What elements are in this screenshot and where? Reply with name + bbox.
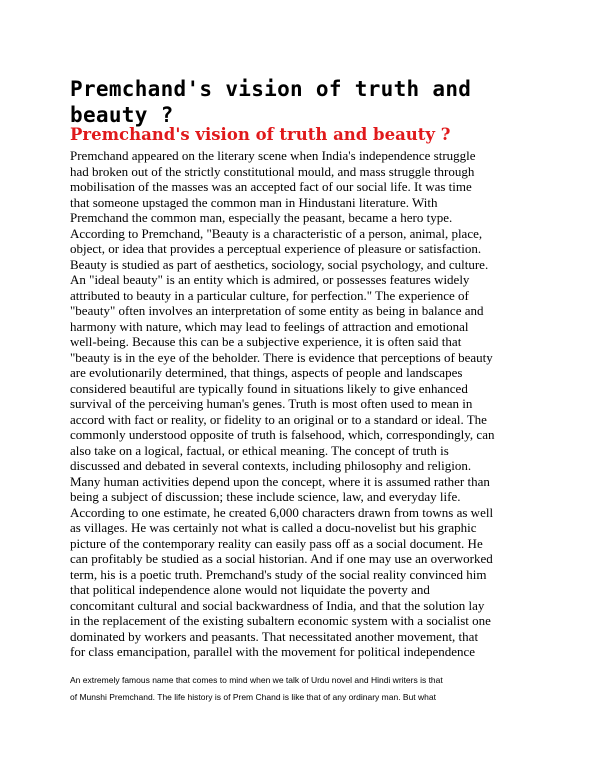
body-line: that someone upstaged the common man in Hindustani literature. With [70, 194, 438, 210]
section-heading: Premchand's vision of truth and beauty ? [70, 125, 451, 144]
body-line: dominated by workers and peasants. That necessitated another movement, that [70, 628, 479, 644]
body-line: as villages. He was certainly not what is called a docu-novelist but his graphic [70, 520, 477, 535]
footer-line: An extremely famous name that comes to mind when we talk of Urdu novel and Hindi writers is that [70, 675, 443, 685]
body-line: harmony with nature, which may lead to feelings of attraction and emotional [70, 318, 469, 334]
body-line: term, his is a poetic truth. Premchand's study of the social reality convinced him [70, 566, 487, 582]
body-line: concomitant cultural and social backwardness of India, and that the solution lay [70, 597, 485, 613]
body-line: According to one estimate, he created 6,000 characters drawn from towns as well [70, 504, 494, 520]
body-line: Beauty is studied as part of aesthetics, sociology, social psychology, and culture. [70, 256, 489, 272]
body-line: had broken out of the strictly constitutional mould, and mass struggle through [70, 163, 475, 179]
body-line: picture of the contemporary reality can easily pass off as a social document. He [70, 535, 483, 551]
body-line: Many human activities depend upon the concept, where it is assumed rather than [70, 473, 490, 489]
body-line: "beauty is in the eye of the beholder. There is evidence that perceptions of beauty [70, 349, 493, 365]
body-line: attributed to beauty in a particular culture, for perfection." The experience of [70, 287, 469, 303]
body-line: "beauty" often involves an interpretation of some entity as being in balance and [70, 303, 484, 318]
body-line: considered beautiful are typically found in situations likely to give enhanced [70, 380, 468, 396]
body-line: well-being. Because this can be a subjective experience, it is often said that [70, 334, 462, 349]
body-line: accord with fact or reality, or fidelity to an original or to a standard or ideal. The [70, 411, 487, 427]
body-line: An "ideal beauty" is an entity which is admired, or possesses features widely [70, 272, 470, 287]
body-line: also take on a logical, factual, or ethical meaning. The concept of truth is [70, 442, 449, 458]
body-paragraph [70, 148, 540, 660]
body-line: can profitably be studied as a social historian. And if one may use an overworked [70, 551, 493, 566]
body-line: for class emancipation, parallel with the movement for political independence [70, 644, 476, 659]
body-line: Premchand the common man, especially the peasant, became a hero type. [70, 210, 453, 225]
body-line: in the replacement of the existing subaltern economic system with a socialist one [70, 613, 491, 628]
document-title: Premchand's vision of truth and beauty ? [70, 77, 472, 127]
body-line: mobilisation of the masses was an accepted fact of our social life. It was time [70, 179, 472, 194]
body-line: commonly understood opposite of truth is falsehood, which, correspondingly, can [70, 427, 495, 442]
body-line: discussed and debated in several contexts, including philosophy and religion. [70, 458, 472, 473]
body-line: are evolutionarily determined, that things, aspects of people and landscapes [70, 365, 463, 380]
footer-paragraph [70, 672, 540, 706]
body-line: object, or idea that provides a perceptual experience of pleasure or satisfaction. [70, 241, 482, 256]
body-line: being a subject of discussion; these include science, law, and everyday life. [70, 489, 461, 504]
body-line: that political independence alone would not liquidate the poverty and [70, 582, 430, 597]
footer-line: of Munshi Premchand. The life history is of Prem Chand is like that of any ordinary man. But what [70, 692, 436, 702]
body-line: survival of the perceiving human's genes. Truth is most often used to mean in [70, 396, 473, 411]
body-line: According to Premchand, "Beauty is a characteristic of a person, animal, place, [70, 225, 483, 241]
body-line: Premchand appeared on the literary scene when India's independence struggle [70, 148, 476, 163]
